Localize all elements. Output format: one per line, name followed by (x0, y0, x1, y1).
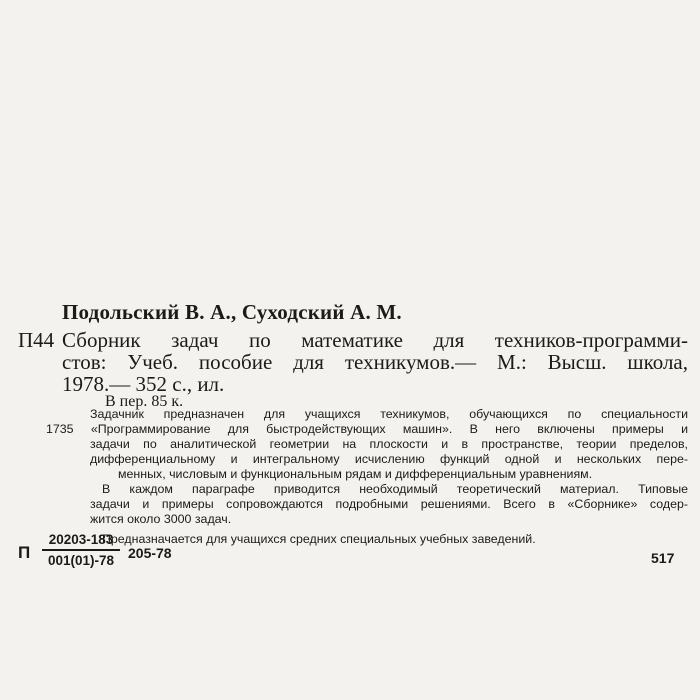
title-line-1: Сборник задач по математике для техников-программи- (62, 328, 688, 352)
page-number: 517 (651, 550, 675, 566)
catalog-index: П44 (18, 328, 55, 352)
fraction-bar (42, 549, 120, 551)
annotation-line: Предназначается для учащихся средних специальных учебных заведений. (102, 532, 536, 546)
annotation-line: дифференциальному и интегральному исчислению функций одной и нескольких пере- (90, 452, 688, 466)
annotation-line: жится около 3000 задач. (90, 512, 232, 526)
annotation-line: менных, числовым и функциональным рядам и дифференциальным уравнениям. (118, 467, 593, 481)
code-tail: 205-78 (128, 545, 172, 561)
code-letter: П (18, 543, 31, 562)
author-line: Подольский В. А., Суходский А. М. (62, 300, 402, 324)
title-line-2: стов: Учеб. пособие для техникумов.— М.: Высш. школа, (62, 350, 688, 374)
annotation-line: В каждом параграфе приводится необходимый теоретический материал. Типовые (102, 482, 688, 496)
annotation-line: Задачник предназначен для учащихся техникумов, обучающихся по специальности (90, 407, 688, 421)
title-line-3: 1978.— 352 с., ил. (62, 372, 225, 396)
annotation-line: задачи и примеры сопровождаются подробными решениями. Всего в «Сборнике» содер- (90, 497, 688, 511)
fraction-numerator: 20203-183 (48, 532, 114, 547)
fraction-denominator: 001(01)-78 (47, 552, 115, 568)
price-line: В пер. 85 к. (105, 393, 184, 410)
classification-fraction (42, 532, 120, 568)
annotation-line: 1735 «Программирование для быстродействующих машин». В него включены примеры и (46, 422, 688, 436)
annotation-line: задачи по аналитической геометрии на плоскости и в пространстве, теории пределов, (90, 437, 688, 451)
